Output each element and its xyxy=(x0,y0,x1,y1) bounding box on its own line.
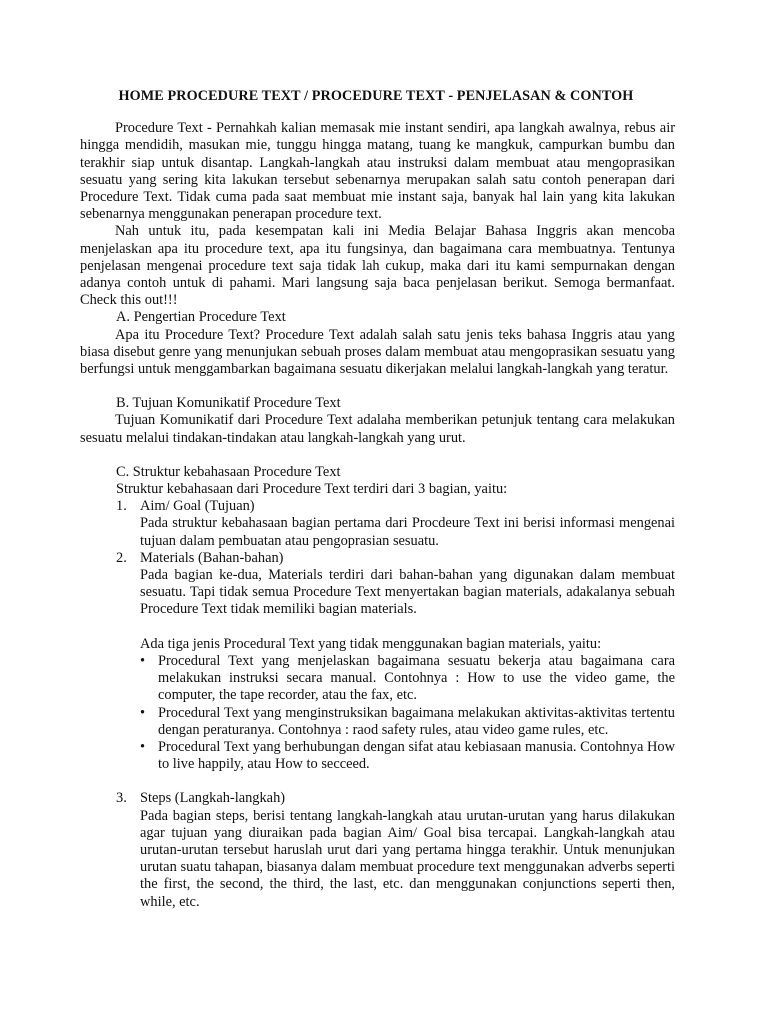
document-page xyxy=(80,88,675,911)
bullet-dot-icon: • xyxy=(140,704,146,721)
bullet-item xyxy=(80,653,675,705)
list-item-body: Pada struktur kebahasaan bagian pertama dari Procdeure Text ini berisi informasi mengenai tujuan dalam pembuatan atau pengoprasian sesuatu. xyxy=(140,515,675,549)
bullet-item xyxy=(80,739,675,773)
spacer xyxy=(80,447,675,464)
bullet-text: Procedural Text yang menginstruksikan bagaimana melakukan aktivitas-aktivitas tertentu dengan peraturanya. Contohnya : raod safety rules, atau video game rules, etc. xyxy=(158,704,675,738)
list-item-materials xyxy=(80,550,675,567)
list-item-steps xyxy=(80,790,675,807)
bullet-dot-icon: • xyxy=(140,652,146,669)
list-item-label: Steps (Langkah-langkah) xyxy=(140,790,286,807)
list-number: 3. xyxy=(116,790,127,807)
spacer xyxy=(80,619,675,636)
materials-types-intro: Ada tiga jenis Procedural Text yang tidak menggunakan bagian materials, yaitu: xyxy=(140,635,602,652)
list-item-body: Pada bagian ke-dua, Materials terdiri dari bahan-bahan yang digunakan dalam membuat sesuatu. Tapi tidak semua Procedure Text menyertakan bagian materials, adakalanya sebuah Procedure Text tidak memiliki bagian materials. xyxy=(140,567,675,618)
spacer xyxy=(80,773,675,790)
section-b-heading: B. Tujuan Komunikatif Procedure Text xyxy=(116,395,341,412)
bullet-item xyxy=(80,705,675,739)
list-number: 1. xyxy=(116,498,127,515)
bullet-text: Procedural Text yang menjelaskan bagaimana sesuatu bekerja atau bagaimana cara melakukan instruksi secara manual. Contohnya : How to use the video game, the computer, the tape recorder, atau the fax, etc. xyxy=(158,652,675,704)
list-item-body: Pada bagian steps, berisi tentang langkah-langkah atau urutan-urutan yang harus dilakukan agar tujuan yang diuraikan pada bagian Aim/ Goal bisa tercapai. Langkah-langkah atau urutan-urutan tersebut haruslah urut dari yang pertama hingga terakhir. Untuk menunjukan urutan suatu tahapan, biasanya dalam membuat procedure text menggunakan adverbs seperti the first, the second, the third, the last, etc. dan menggunakan conjunctions seperti then, while, etc. xyxy=(140,807,675,910)
list-number: 2. xyxy=(116,549,127,566)
intro-paragraph-2: Nah untuk itu, pada kesempatan kali ini Media Belajar Bahasa Inggris akan mencoba menjelaskan apa itu procedure text, apa itu fungsinya, dan bagaimana cara membuatnya. Tentunya penjelasan mengenai procedure text saja tidak lah cukup, maka dari itu kami sempurnakan dengan adanya contoh untuk di pahami. Mari langsung saja baca penjelasan berikut. Semoga bermanfaat. Check this out!!! xyxy=(80,223,675,309)
section-a-body: Apa itu Procedure Text? Procedure Text adalah salah satu jenis teks bahasa Inggris atau yang biasa disebut genre yang menunjukan sebuah proses dalam membuat atau mengoprasikan sesuatu yang berfungsi untuk menggambarkan bagaimana sesuatu dikerjakan melalui langkah-langkah yang teratur. xyxy=(80,326,675,378)
section-c-intro: Struktur kebahasaan dari Procedure Text terdiri dari 3 bagian, yaitu: xyxy=(116,481,508,498)
bullet-text: Procedural Text yang berhubungan dengan sifat atau kebiasaan manusia. Contohnya How to live happily, atau How to secceed. xyxy=(158,738,675,773)
section-a-heading: A. Pengertian Procedure Text xyxy=(116,309,286,326)
section-c-heading: C. Struktur kebahasaan Procedure Text xyxy=(116,463,341,480)
list-item-aim xyxy=(80,498,675,515)
section-b-body: Tujuan Komunikatif dari Procedure Text adalaha memberikan petunjuk tentang cara melakukan sesuatu melalui tindakan-tindakan atau langkah-langkah yang urut. xyxy=(80,412,675,446)
page-title: HOME PROCEDURE TEXT / PROCEDURE TEXT - PENJELASAN & CONTOH xyxy=(118,88,634,104)
list-item-label: Materials (Bahan-bahan) xyxy=(140,549,284,566)
list-item-label: Aim/ Goal (Tujuan) xyxy=(140,498,255,515)
intro-paragraph-1: Procedure Text - Pernahkah kalian memasak mie instant sendiri, apa langkah awalnya, rebus air hingga mendidih, masukan mie, tunggu hingga matang, tuang ke mangkuk, campurkan bumbu dan terakhir siap untuk disantap. Langkah-langkah atau instruksi dalam membuat atau mengoprasikan sesuatu yang sering kita lakukan tersebut sebenarnya merupakan salah satu contoh penerapan dari Procedure Text. Tidak cuma pada saat membuat mie instant saja, banyak hal lain yang kita lakukan sebenarnya menggunakan penerapan procedure text. xyxy=(80,120,675,223)
spacer xyxy=(80,378,675,395)
bullet-dot-icon: • xyxy=(140,738,146,755)
